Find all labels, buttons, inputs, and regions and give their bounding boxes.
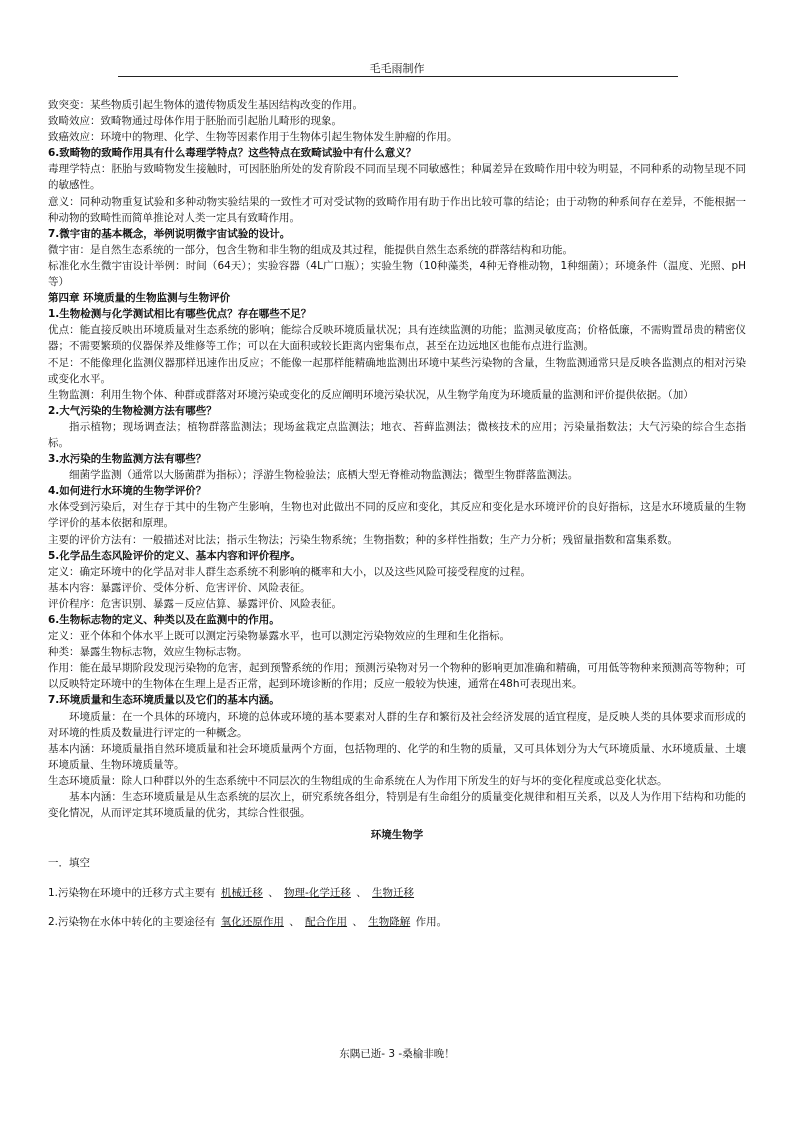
paragraph: 不足：不能像理化监测仪器那样迅速作出反应；不能像一起那样能精确地监测出环境中某些污染物的含量，生物监测通常只是反映各监测点的相对污染或变化水平。 xyxy=(48,356,746,385)
question-heading: 7.环境质量和生态环境质量以及它们的基本内涵。 xyxy=(48,694,280,707)
header-rule xyxy=(118,76,678,77)
fill-blank: 机械迁移 xyxy=(220,887,263,900)
paragraph: 细菌学监测（通常以大肠菌群为指标）；浮游生物检验法；底栖大型无脊椎动物监测法；微型生物群落监测法。 xyxy=(69,469,579,482)
fill-separator: 、 xyxy=(356,887,367,900)
question-heading: 6.致畸物的致畸作用具有什么毒理学特点？这些特点在致畸试验中有什么意义？ xyxy=(48,147,417,160)
fill-text: 作用。 xyxy=(415,915,448,928)
page-footer: 东隅已逝- 3 -桑榆非晚！ xyxy=(339,1048,455,1060)
question-heading: 6.生物标志物的定义、种类以及在监测中的作用。 xyxy=(48,614,280,626)
fill-blank: 生物降解 xyxy=(368,915,411,928)
fill-separator: 、 xyxy=(268,887,279,900)
question-heading: 2.大气污染的生物检测方法有哪些？ xyxy=(48,404,217,417)
paragraph: 标准化水生微宇宙设计举例：时间（64天）；实验容器（4L广口瓶）；实验生物（10种藻类，4种无脊椎动物，1种细菌）；环境条件（温度、光照、pH等） xyxy=(48,259,746,289)
fill-blank: 生物迁移 xyxy=(372,887,415,900)
header-title: 毛毛雨制作 xyxy=(369,62,425,75)
paragraph: 种类：暴露生物标志物，效应生物标志物。 xyxy=(48,646,248,659)
paragraph-teratogenic-effect: 致畸效应：致畸物通过母体作用于胚胎而引起胎儿畸形的现象。 xyxy=(48,115,342,128)
paragraph: 优点：能直接反映出环境质量对生态系统的影响；能综合反映环境质量状况；具有连续监测的功能；监测灵敏度高；价格低廉，不需购置昂贵的精密仪器；不需要繁琐的仪器保养及维修等工作；可以在大面积或较长距离内密集布点，甚至在边远地区也能布点进行监测。 xyxy=(48,324,746,353)
paragraph: 主要的评价方法有：一般描述对比法；指示生物法；污染生物系统；生物指数；种的多样性指数；生产力分析；残留量指数和富集系数。 xyxy=(48,533,678,546)
paragraph: 生物监测：利用生物个体、种群或群落对环境污染或变化的反应阐明环境污染状况，从生物学角度为环境质量的监测和评价提供依据。（加） xyxy=(48,388,694,401)
question-heading: 3.水污染的生物监测方法有哪些？ xyxy=(48,453,207,466)
fill-text: 2.污染物在水体中转化的主要途径有 xyxy=(48,915,216,928)
paragraph: 环境质量：在一个具体的环境内，环境的总体或环境的基本要素对人群的生存和繁衍及社会经济发展的适宜程度，是反映人类的具体要求而形成的对环境的性质及数量进行评定的一种概念。 xyxy=(48,710,746,739)
paragraph: 基本内容：暴露评价、受体分析、危害评价、风险表征。 xyxy=(48,581,311,594)
paragraph: 评价程序：危害识别、暴露－反应估算、暴露评价、风险表征。 xyxy=(48,597,342,610)
paragraph: 毒理学特点：胚胎与致畸物发生接触时，可因胚胎所处的发育阶段不同而呈现不同敏感性；种属差异在致畸作用中较为明显，不同种系的动物呈现不同的敏感性。 xyxy=(48,163,746,192)
question-heading: 4.如何进行水环境的生物学评价？ xyxy=(48,485,207,498)
question-heading: 5.化学品生态风险评价的定义、基本内容和评价程序。 xyxy=(48,549,301,562)
section-title: 环境生物学 xyxy=(370,829,424,842)
fill-blank: 氧化还原作用 xyxy=(220,915,284,928)
paragraph: 基本内涵：环境质量指自然环境质量和社会环境质量两个方面，包括物理的、化学的和生物的质量，又可具体划分为大气环境质量、水环境质量、土壤环境质量、生物环境质量等。 xyxy=(48,742,746,771)
fill-separator: 、 xyxy=(352,915,363,928)
paragraph-carcinogenic-effect: 致癌效应：环境中的物理、化学、生物等因素作用于生物体引起生物体发生肿瘤的作用。 xyxy=(48,131,458,144)
paragraph: 水体受到污染后，对生存于其中的生物产生影响，生物也对此做出不同的反应和变化，其反应和变化是水环境评价的良好指标，这是水环境质量的生物学评价的基本依据和原理。 xyxy=(48,501,746,530)
fill-separator: 、 xyxy=(289,915,300,928)
paragraph: 定义：亚个体和个体水平上既可以测定污染物暴露水平，也可以测定污染物效应的生理和生化指标。 xyxy=(48,630,510,643)
paragraph: 定义：确定环境中的化学品对非人群生态系统不利影响的概率和大小，以及这些风险可接受程度的过程。 xyxy=(48,565,531,578)
document-body xyxy=(48,97,746,942)
paragraph: 生态环境质量：除人口种群以外的生态系统中不同层次的生物组成的生命系统在人为作用下所发生的好与坏的变化程度或总变化状态。 xyxy=(48,774,668,787)
fill-item-1 xyxy=(48,885,746,901)
part-label: 一．填空 xyxy=(48,857,90,870)
paragraph: 指示植物；现场调查法；植物群落监测法；现场盆栽定点监测法；地衣、苔藓监测法；微核技术的应用；污染量指数法；大气污染的综合生态指标。 xyxy=(48,420,746,449)
fill-blank: 物理-化学迁移 xyxy=(284,887,351,900)
fill-item-2 xyxy=(48,914,746,930)
fill-text: 1.污染物在环境中的迁移方式主要有 xyxy=(48,887,216,900)
paragraph: 微宇宙：是自然生态系统的一部分，包含生物和非生物的组成及其过程，能提供自然生态系统的群落结构和功能。 xyxy=(48,243,573,256)
paragraph-mutagenesis: 致突变：某些物质引起生物体的遗传物质发生基因结构改变的作用。 xyxy=(48,99,363,111)
question-heading: 1.生物检测与化学测试相比有哪些优点？存在哪些不足？ xyxy=(48,308,312,321)
paragraph: 作用：能在最早期阶段发现污染物的危害，起到预警系统的作用；预测污染物对另一个物种的影响更加准确和精确，可用低等物种来预测高等物种；可以反映特定环境中的生物体在生理上是否正常，起到环境诊断的作用；反应一般较为快速，通常在48h可表现出来。 xyxy=(48,662,746,691)
question-heading: 7.微宇宙的基本概念，举例说明微宇宙试验的设计。 xyxy=(48,227,291,240)
fill-blank: 配合作用 xyxy=(305,915,348,928)
paragraph: 基本内涵：生态环境质量是从生态系统的层次上，研究系统各组分，特别是有生命组分的质量变化规律和相互关系，以及人为作用下结构和功能的变化情况，从而评定其环境质量的优劣，其综合性很强。 xyxy=(48,791,746,820)
paragraph: 意义：同种动物重复试验和多种动物实验结果的一致性才可对受试物的致畸作用有助于作出比较可靠的结论；由于动物的种系间存在差异，不能根据一种动物的致畸性而简单推论对人类一定具有致畸作用。 xyxy=(48,195,746,224)
chapter-heading: 第四章 环境质量的生物监测与生物评价 xyxy=(48,292,231,305)
